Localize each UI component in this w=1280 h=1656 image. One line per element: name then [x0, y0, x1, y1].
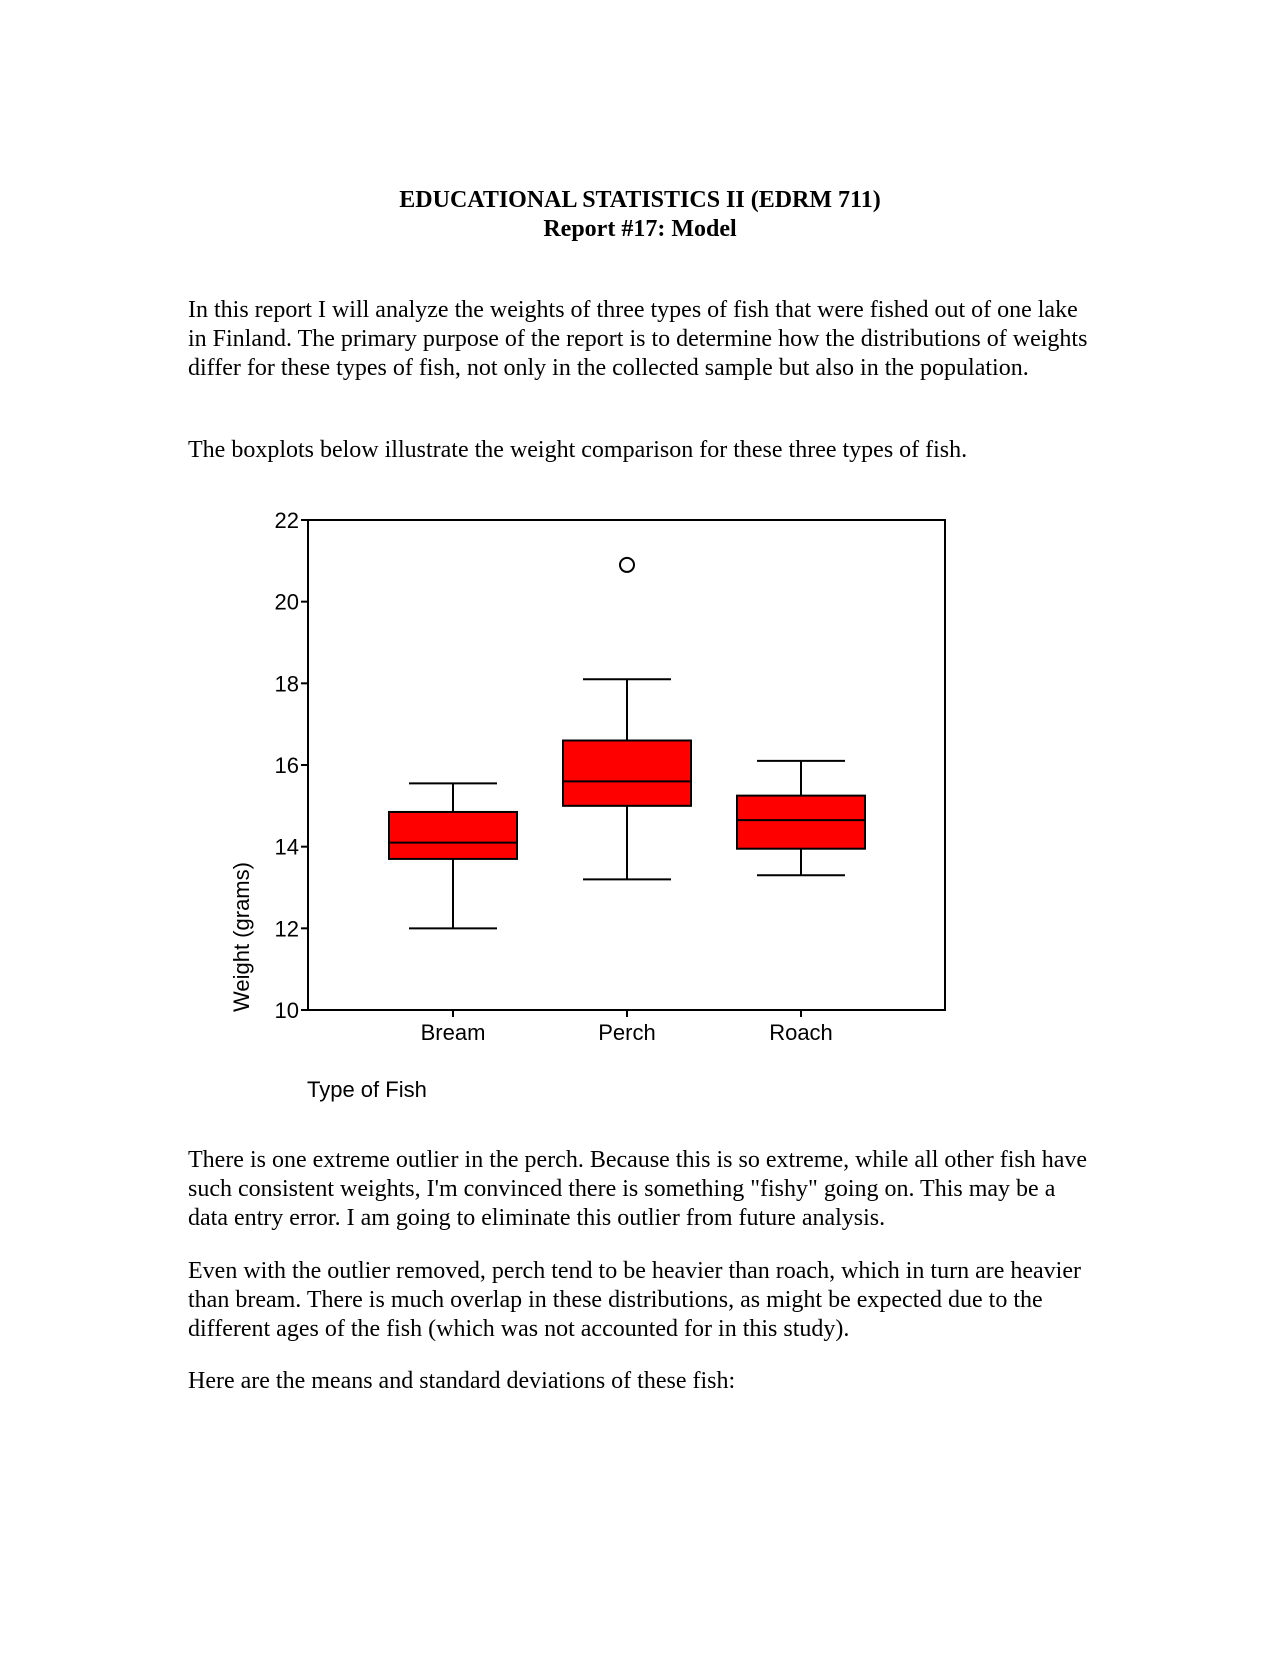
iqr-box-roach: [737, 796, 865, 849]
boxplot-intro-paragraph: The boxplots below illustrate the weight comparison for these three types of fish.: [188, 437, 968, 463]
outlier-point-perch: [620, 558, 634, 572]
x-axis: [421, 1010, 833, 1045]
intro-paragraph: In this report I will analyze the weights of three types of fish that were fished out of one lake in Finland. The primary purpose of the report is to determine how the distributions of weights differ for these types of fish, not only in the collected sample but also in the population.: [188, 297, 1088, 381]
iqr-box-perch: [563, 741, 691, 806]
box-bream: [389, 783, 517, 928]
x-axis-label: Type of Fish: [307, 1077, 427, 1102]
x-tick-label-perch: Perch: [598, 1020, 656, 1045]
y-tick-label: 16: [274, 753, 299, 778]
report-subtitle: Report #17: Model: [543, 216, 737, 242]
boxes-group: [389, 558, 865, 928]
x-tick-label-bream: Bream: [420, 1020, 486, 1045]
y-axis-label: Weight (grams): [229, 862, 254, 1012]
document-title: EDUCATIONAL STATISTICS II (EDRM 711): [399, 187, 881, 213]
y-axis: [275, 508, 308, 1023]
y-tick-label: 12: [274, 916, 299, 942]
outlier-paragraph: There is one extreme outlier in the perch. Because this is so extreme, while all other fish have such consistent weights, I'm convinced there is something "fishy" going on. This may be a data entry error. I am going to eliminate this outlier from future analysis.: [188, 1147, 1088, 1231]
y-tick-label: 22: [274, 508, 299, 533]
means-intro-paragraph: Here are the means and standard deviations of these fish:: [188, 1368, 736, 1394]
box-perch: [563, 558, 691, 879]
y-tick-label: 14: [274, 834, 299, 860]
y-tick-label: 10: [274, 998, 299, 1023]
box-roach: [737, 761, 865, 875]
y-tick-label: 18: [274, 671, 299, 697]
iqr-box-bream: [389, 812, 517, 859]
x-tick-label-roach: Roach: [769, 1020, 833, 1045]
y-tick-label: 20: [274, 589, 299, 615]
comparison-paragraph: Even with the outlier removed, perch tend to be heavier than roach, which in turn are heavier than bream. There is much overlap in these distributions, as might be expected due to the different ages of the fish (which was not accounted for in this study).: [188, 1258, 1081, 1342]
